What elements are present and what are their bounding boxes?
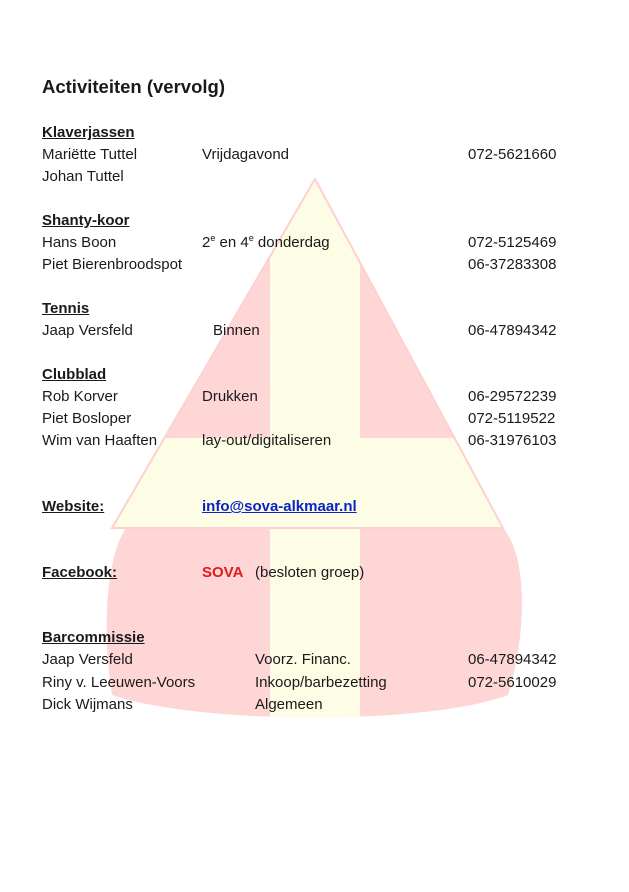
contact-phone: 06-47894342 [468, 651, 557, 668]
contact-name: Rob Korver [42, 388, 118, 405]
contact-name: Piet Bosloper [42, 410, 132, 427]
website-email-link[interactable]: info@sova-alkmaar.nl [202, 498, 357, 515]
contact-role: Algemeen [255, 696, 323, 713]
contact-name: Jaap Versfeld [42, 322, 133, 339]
contact-phone: 072-5125469 [468, 234, 557, 251]
contact-phone: 06-37283308 [468, 256, 557, 273]
contact-name: Piet Bierenbroodspot [42, 256, 183, 273]
facebook-group-name: SOVA [202, 564, 244, 581]
heading-barcommissie: Barcommissie [42, 629, 145, 646]
contact-name: Dick Wijmans [42, 696, 133, 713]
website-label: Website: [42, 498, 105, 515]
contact-role: Binnen [213, 322, 260, 339]
contact-name: Wim van Haaften [42, 432, 158, 449]
contact-name: Johan Tuttel [42, 168, 124, 185]
contact-phone: 072-5119522 [468, 410, 556, 427]
contact-phone: 06-47894342 [468, 322, 557, 339]
contact-name: Riny v. Leeuwen-Voors [42, 674, 196, 691]
contact-role: 2e en 4e donderdag [202, 233, 330, 251]
contact-role: Drukken [202, 388, 258, 405]
facebook-label: Facebook: [42, 564, 118, 581]
contact-role: lay-out/digitaliseren [202, 432, 332, 449]
contact-phone: 072-5610029 [468, 674, 557, 691]
contact-name: Hans Boon [42, 234, 117, 251]
heading-clubblad: Clubblad [42, 366, 107, 383]
contact-name: Mariëtte Tuttel [42, 146, 138, 163]
contact-role: Inkoop/barbezetting [255, 674, 387, 691]
contact-role: Voorz. Financ. [255, 651, 351, 668]
heading-klaverjassen: Klaverjassen [42, 124, 135, 141]
heading-shanty-koor: Shanty-koor [42, 212, 130, 229]
contact-phone: 072-5621660 [468, 146, 557, 163]
contact-name: Jaap Versfeld [42, 651, 133, 668]
contact-role: Vrijdagavond [202, 146, 290, 163]
contact-phone: 06-31976103 [468, 432, 557, 449]
page-title: Activiteiten (vervolg) [42, 76, 225, 97]
facebook-group-note: (besloten groep) [255, 564, 365, 581]
contact-phone: 06-29572239 [468, 388, 557, 405]
heading-tennis: Tennis [42, 300, 90, 317]
